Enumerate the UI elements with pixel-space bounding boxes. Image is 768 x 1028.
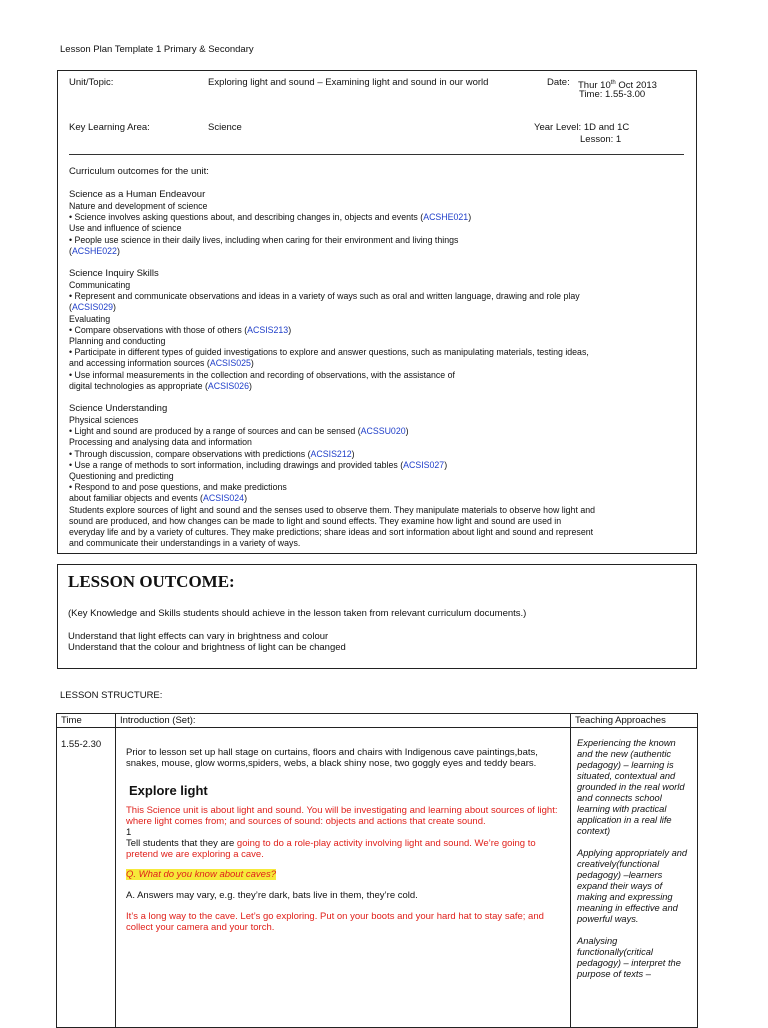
- sub-heading: Questioning and predicting: [69, 471, 174, 482]
- sub-heading: Nature and development of science: [69, 201, 208, 211]
- approach-text: Analysing functionally(critical pedagogy) – interpret the purpose of texts –: [577, 936, 681, 979]
- lesson-outcome-title: LESSON OUTCOME:: [68, 572, 235, 591]
- time-value: Time: 1.55-3.00: [579, 89, 646, 100]
- tell-students: Tell students that they are going to do a role-play activity involving light and sound. We’re going to pretend we are exploring a cave.: [126, 838, 536, 860]
- outcome-line: Understand that light effects can vary in brightness and colour: [68, 631, 329, 642]
- outcome-item: about familiar objects and events (ACSIS024): [69, 493, 247, 504]
- outcome-item: (ACSIS029): [69, 302, 116, 313]
- date-value: Thur 10th Oct 2013: [578, 80, 657, 92]
- outcome-item: • People use science in their daily lives, including when caring for their environment and living things: [69, 234, 459, 245]
- kla-value: Science: [208, 122, 242, 133]
- divider: [69, 154, 684, 155]
- summary-line: and communicate their understandings in a variety of ways.: [69, 538, 301, 549]
- question-line: [126, 869, 564, 880]
- col-time-header: Time: [57, 714, 116, 728]
- unit-details-box: [57, 70, 697, 554]
- outcome-item: • Respond to and pose questions, and make predictions: [69, 482, 287, 493]
- prep-text: Prior to lesson set up hall stage on curtains, floors and chairs with Indigenous cave paintings,bats, snakes, mouse, glow worms,spiders, webs, a black shiny nose, two goggly eyes and teddy bears.: [126, 747, 538, 769]
- sub-heading: Processing and analysing data and information: [69, 437, 252, 448]
- sub-heading: Communicating: [69, 280, 131, 291]
- lesson-number: Lesson: 1: [580, 134, 622, 145]
- sub-heading: Planning and conducting: [69, 336, 166, 347]
- intro-red-text: This Science unit is about light and sound. You will be investigating and learning about sources of light: where light comes from; and sources of sound: objects and actions that create sound.: [126, 805, 558, 827]
- intro-cell: [116, 728, 571, 1028]
- col-teaching-header: Teaching Approaches: [571, 714, 698, 728]
- outcome-item: • Through discussion, compare observations with predictions (ACSIS212): [69, 448, 355, 459]
- outcome-item: • Science involves asking questions about, and describing changes in, objects and events (ACSHE021): [69, 212, 472, 223]
- curriculum-intro: Curriculum outcomes for the unit:: [69, 166, 209, 177]
- lesson-outcome-box: [57, 564, 697, 669]
- outcome-item: digital technologies as appropriate (ACSIS026): [69, 380, 252, 391]
- step-number: 1: [126, 827, 132, 838]
- summary-line: Students explore sources of light and sound and the senses used to observe them. They manipulate materials to observe how light and: [69, 504, 596, 515]
- teaching-approaches-cell: [571, 728, 698, 1028]
- lesson-structure-label: LESSON STRUCTURE:: [60, 690, 163, 701]
- outcome-item: • Represent and communicate observations and ideas in a variety of ways such as oral and written language, drawing and role play: [69, 291, 580, 302]
- time-cell: 1.55-2.30: [57, 728, 116, 1028]
- outcome-item: • Use a range of methods to sort information, including drawings and provided tables (ACSIS027): [69, 459, 448, 470]
- outcome-note: (Key Knowledge and Skills students should achieve in the lesson taken from relevant curriculum documents.): [68, 608, 527, 619]
- section-heading: Science Inquiry Skills: [69, 268, 159, 280]
- outcome-item: (ACSHE022): [69, 245, 120, 256]
- outcome-item: and accessing information sources (ACSIS025): [69, 358, 254, 369]
- unit-topic-value: Exploring light and sound – Examining light and sound in our world: [208, 77, 489, 88]
- explore-light-heading: Explore light: [129, 783, 208, 798]
- section-heading: Science as a Human Endeavour: [69, 189, 206, 200]
- approach-text: Experiencing the known and the new (authentic pedagogy) – learning is situated, contextual and grounded in the real world and connects school learning with practical application in a real life context): [577, 738, 685, 836]
- kla-label: Key Learning Area:: [69, 122, 150, 133]
- sub-heading: Use and influence of science: [69, 223, 182, 234]
- outcome-item: • Participate in different types of guided investigations to explore and answer questions, such as manipulating materials, testing ideas,: [69, 347, 589, 358]
- summary-line: everyday life and by a variety of cultures. They make predictions; share ideas and sort information about light and sound and represent: [69, 527, 594, 538]
- sub-heading: Physical sciences: [69, 415, 139, 426]
- lesson-structure-table: [56, 713, 698, 1028]
- cave-instructions: It’s a long way to the cave. Let’s go exploring. Put on your boots and your hard hat to stay safe; and collect your camera and your torch.: [126, 911, 544, 933]
- col-intro-header: Introduction (Set):: [116, 714, 571, 728]
- summary-line: sound are produced, and how changes can be made to light and sound effects. They examine how light and sound are used in: [69, 515, 562, 526]
- section-heading: Science Understanding: [69, 403, 168, 415]
- outcome-line: Understand that the colour and brightness of light can be changed: [68, 642, 346, 653]
- outcome-item: • Light and sound are produced by a range of sources and can be sensed (ACSSU020): [69, 426, 409, 437]
- document-header: Lesson Plan Template 1 Primary & Secondary: [60, 44, 254, 55]
- approach-text: Applying appropriately and creatively(functional pedagogy) –learners expand their ways of making and expressing meaning in effective and powerful ways.: [577, 848, 688, 924]
- unit-topic-label: Unit/Topic:: [69, 77, 114, 88]
- question-highlight: Q. What do you know about caves?: [126, 869, 276, 880]
- sub-heading: Evaluating: [69, 313, 111, 324]
- curriculum-outcomes: [69, 166, 689, 549]
- outcome-item: • Compare observations with those of others (ACSIS213): [69, 324, 292, 335]
- date-label: Date:: [547, 77, 570, 88]
- answer-text: A. Answers may vary, e.g. they’re dark, bats live in them, they’re cold.: [126, 890, 418, 901]
- year-level: Year Level: 1D and 1C: [534, 122, 630, 133]
- outcome-item: • Use informal measurements in the collection and recording of observations, with the assistance of: [69, 369, 455, 380]
